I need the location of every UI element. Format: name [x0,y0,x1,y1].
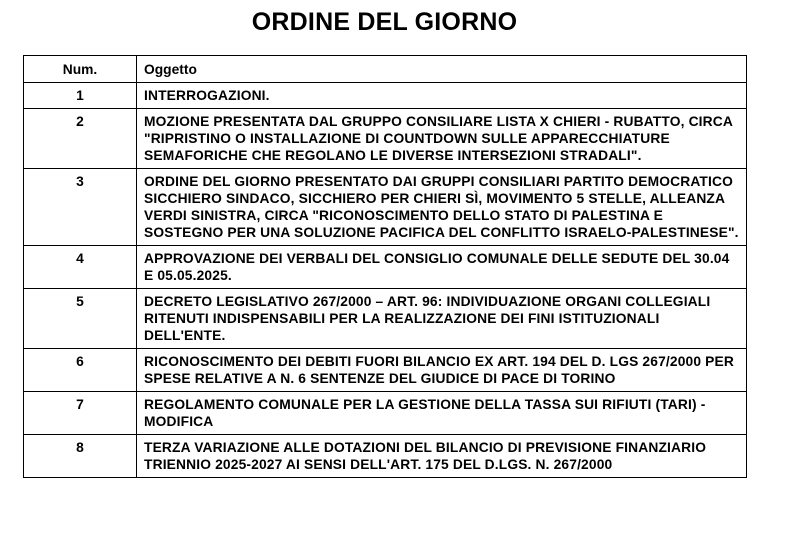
table-row [24,246,747,289]
row-num: 2 [24,109,137,169]
row-oggetto: MOZIONE PRESENTATA DAL GRUPPO CONSILIARE LISTA X CHIERI - RUBATTO, CIRCA "RIPRISTINO O INSTALLAZIONE DI COUNTDOWN SULLE APPARECCHIATURE SEMAFORICHE CHE REGOLANO LE DIVERSE INTERSEZIONI STRADALI". [137,109,747,169]
table-row [24,435,747,478]
table-header [24,56,747,83]
row-oggetto: APPROVAZIONE DEI VERBALI DEL CONSIGLIO COMUNALE DELLE SEDUTE DEL 30.04 E 05.05.2025. [137,246,747,289]
row-oggetto: INTERROGAZIONI. [137,83,747,109]
header-row [24,56,747,83]
row-oggetto: RICONOSCIMENTO DEI DEBITI FUORI BILANCIO EX ART. 194 DEL D. LGS 267/2000 PER SPESE RELATIVE A N. 6 SENTENZE DEL GIUDICE DI PACE DI TORINO [137,349,747,392]
row-num: 6 [24,349,137,392]
row-num: 7 [24,392,137,435]
table-row [24,349,747,392]
table-row [24,289,747,349]
row-oggetto: ORDINE DEL GIORNO PRESENTATO DAI GRUPPI CONSILIARI PARTITO DEMOCRATICO SICCHIERO SINDACO, SICCHIERO PER CHIERI SÌ, MOVIMENTO 5 STELLE, ALLEANZA VERDI SINISTRA, CIRCA "RICONOSCIMENTO DELLO STATO DI PALESTINA E SOSTEGNO PER UNA SOLUZIONE PACIFICA DEL CONFLITTO ISRAELO-PALESTINESE". [137,169,747,246]
row-num: 8 [24,435,137,478]
page-title: ORDINE DEL GIORNO [251,8,518,36]
table-row [24,169,747,246]
table-body [24,83,747,478]
row-num: 3 [24,169,137,246]
row-oggetto: TERZA VARIAZIONE ALLE DOTAZIONI DEL BILANCIO DI PREVISIONE FINANZIARIO TRIENNIO 2025-2027 AI SENSI DELL'ART. 175 DEL D.LGS. N. 267/2000 [137,435,747,478]
column-header-num: Num. [24,56,137,83]
row-num: 4 [24,246,137,289]
row-oggetto: REGOLAMENTO COMUNALE PER LA GESTIONE DELLA TASSA SUI RIFIUTI (TARI) - MODIFICA [137,392,747,435]
column-header-oggetto: Oggetto [137,56,747,83]
row-oggetto: DECRETO LEGISLATIVO 267/2000 – ART. 96: INDIVIDUAZIONE ORGANI COLLEGIALI RITENUTI INDISPENSABILI PER LA REALIZZAZIONE DEI FINI ISTITUZIONALI DELL'ENTE. [137,289,747,349]
row-num: 1 [24,83,137,109]
table-row [24,83,747,109]
agenda-table [23,55,747,478]
row-num: 5 [24,289,137,349]
table-row [24,109,747,169]
table-row [24,392,747,435]
